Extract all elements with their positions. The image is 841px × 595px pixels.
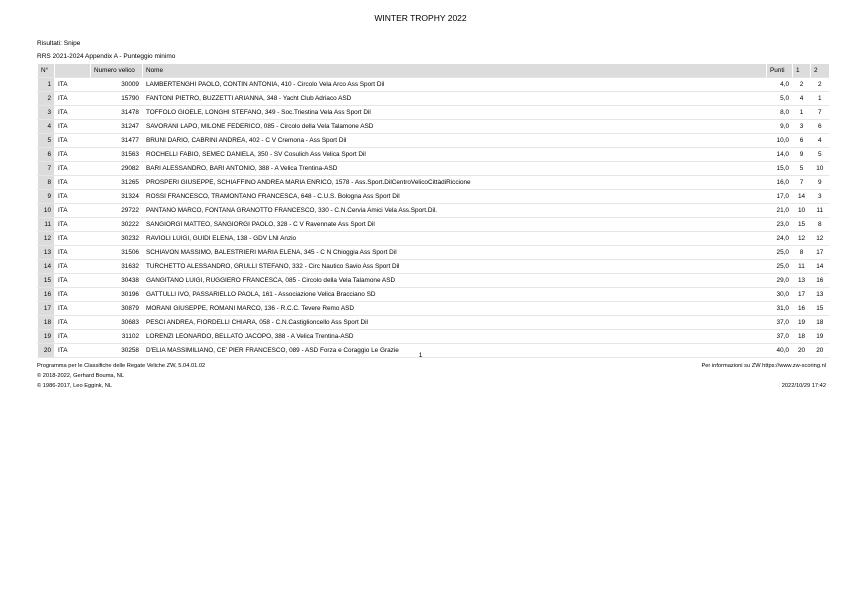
points: 10,0	[767, 134, 793, 148]
race-2-score: 10	[811, 162, 829, 176]
footer-right	[701, 361, 826, 391]
sail-number: 31247	[91, 120, 143, 134]
nation: ITA	[55, 260, 91, 274]
nation: ITA	[55, 106, 91, 120]
nation: ITA	[55, 134, 91, 148]
race-2-score: 19	[811, 330, 829, 344]
header-sail-number: Numero velico	[91, 64, 143, 78]
footer-left	[37, 361, 205, 391]
nation: ITA	[55, 176, 91, 190]
points: 14,0	[767, 148, 793, 162]
race-2-score: 3	[811, 190, 829, 204]
points: 40,0	[767, 344, 793, 358]
competitor-name: LAMBERTENGHI PAOLO, CONTIN ANTONIA, 410 - Circolo Vela Arco Ass Sport Dil	[143, 78, 767, 92]
sail-number: 31506	[91, 246, 143, 260]
sail-number: 31563	[91, 148, 143, 162]
results-table	[37, 64, 829, 358]
scoring-system-label: RRS 2021-2024 Appendix A - Punteggio minimo	[37, 53, 176, 60]
points: 23,0	[767, 218, 793, 232]
race-1-score: 4	[793, 92, 811, 106]
competitor-name: GANGITANO LUIGI, RUGGIERO FRANCESCA, 085 - Circolo della Vela Talamone ASD	[143, 274, 767, 288]
row-number: 20	[38, 344, 55, 358]
row-number: 12	[38, 232, 55, 246]
sail-number: 29082	[91, 162, 143, 176]
table-row	[38, 148, 829, 162]
nation: ITA	[55, 78, 91, 92]
sail-number: 31324	[91, 190, 143, 204]
points: 37,0	[767, 330, 793, 344]
header-no: N°	[38, 64, 55, 78]
race-1-score: 10	[793, 204, 811, 218]
footer-info: Per informazioni su ZW https://www.zw-scoring.nl	[701, 363, 826, 369]
competitor-name: TURCHETTO ALESSANDRO, GRULLI STEFANO, 332 - Circ Nautico Savio Ass Sport Dil	[143, 260, 767, 274]
row-number: 7	[38, 162, 55, 176]
footer-timestamp: 2022/10/29 17:42	[781, 383, 826, 389]
points: 16,0	[767, 176, 793, 190]
race-1-score: 17	[793, 288, 811, 302]
row-number: 3	[38, 106, 55, 120]
race-1-score: 20	[793, 344, 811, 358]
header-race-1: 1	[793, 64, 811, 78]
competitor-name: D'ELIA MASSIMILIANO, CE' PIER FRANCESCO, 089 - ASD Forza e Coraggio Le Grazie	[143, 344, 767, 358]
race-2-score: 1	[811, 92, 829, 106]
nation: ITA	[55, 288, 91, 302]
table-row	[38, 106, 829, 120]
header-nation	[55, 64, 91, 78]
footer-copyright-1: © 2018-2022, Gerhard Bouma, NL	[37, 373, 125, 379]
race-1-score: 2	[793, 78, 811, 92]
row-number: 5	[38, 134, 55, 148]
table-row	[38, 120, 829, 134]
race-1-score: 6	[793, 134, 811, 148]
race-2-score: 14	[811, 260, 829, 274]
points: 4,0	[767, 78, 793, 92]
table-row	[38, 162, 829, 176]
race-2-score: 17	[811, 246, 829, 260]
table-header-row	[38, 64, 829, 78]
sail-number: 31477	[91, 134, 143, 148]
header-points: Punti	[767, 64, 793, 78]
table-row	[38, 274, 829, 288]
table-row	[38, 246, 829, 260]
row-number: 9	[38, 190, 55, 204]
competitor-name: BARI ALESSANDRO, BARI ANTONIO, 388 - A Velica Trentina-ASD	[143, 162, 767, 176]
table-row	[38, 232, 829, 246]
sail-number: 15790	[91, 92, 143, 106]
footer-program: Programma per le Classifiche delle Regate Veliche ZW, 5.04.01.02	[37, 363, 206, 369]
row-number: 19	[38, 330, 55, 344]
race-2-score: 18	[811, 316, 829, 330]
results-label: Risultati: Snipe	[37, 40, 81, 47]
race-2-score: 11	[811, 204, 829, 218]
sail-number: 30438	[91, 274, 143, 288]
race-1-score: 13	[793, 274, 811, 288]
race-1-score: 16	[793, 302, 811, 316]
nation: ITA	[55, 120, 91, 134]
competitor-name: FANTONI PIETRO, BUZZETTI ARIANNA, 348 - Yacht Club Adriaco ASD	[143, 92, 767, 106]
table-row	[38, 190, 829, 204]
results-body	[38, 78, 829, 358]
nation: ITA	[55, 302, 91, 316]
race-1-score: 7	[793, 176, 811, 190]
sail-number: 30683	[91, 316, 143, 330]
sail-number: 29722	[91, 204, 143, 218]
race-2-score: 20	[811, 344, 829, 358]
nation: ITA	[55, 232, 91, 246]
document-title: WINTER TROPHY 2022	[374, 13, 467, 23]
table-row	[38, 330, 829, 344]
points: 5,0	[767, 92, 793, 106]
competitor-name: PESCI ANDREA, FIORDELLI CHIARA, 058 - C.N.Castiglioncello Ass Sport Dil	[143, 316, 767, 330]
table-row	[38, 288, 829, 302]
race-2-score: 8	[811, 218, 829, 232]
race-1-score: 19	[793, 316, 811, 330]
nation: ITA	[55, 148, 91, 162]
nation: ITA	[55, 274, 91, 288]
row-number: 1	[38, 78, 55, 92]
header-race-2: 2	[811, 64, 829, 78]
table-row	[38, 92, 829, 106]
race-2-score: 5	[811, 148, 829, 162]
race-1-score: 9	[793, 148, 811, 162]
table-row	[38, 134, 829, 148]
nation: ITA	[55, 246, 91, 260]
competitor-name: RAVIOLI LUIGI, GUIDI ELENA, 138 - GDV LNI Anzio	[143, 232, 767, 246]
competitor-name: BRUNI DARIO, CABRINI ANDREA, 402 - C V Cremona - Ass Sport Dil	[143, 134, 767, 148]
page-number: 1	[418, 352, 423, 359]
race-2-score: 16	[811, 274, 829, 288]
competitor-name: ROCHELLI FABIO, SEMEC DANIELA, 350 - SV Cosulich Ass Velica Sport Dil	[143, 148, 767, 162]
points: 9,0	[767, 120, 793, 134]
points: 17,0	[767, 190, 793, 204]
points: 24,0	[767, 232, 793, 246]
row-number: 16	[38, 288, 55, 302]
table-row	[38, 302, 829, 316]
sail-number: 30009	[91, 78, 143, 92]
table-row	[38, 78, 829, 92]
competitor-name: LORENZI LEONARDO, BELLATO JACOPO, 388 - A Velica Trentina-ASD	[143, 330, 767, 344]
sail-number: 31632	[91, 260, 143, 274]
row-number: 8	[38, 176, 55, 190]
table-row	[38, 260, 829, 274]
sail-number: 30196	[91, 288, 143, 302]
row-number: 13	[38, 246, 55, 260]
sail-number: 30879	[91, 302, 143, 316]
points: 37,0	[767, 316, 793, 330]
race-2-score: 9	[811, 176, 829, 190]
points: 8,0	[767, 106, 793, 120]
competitor-name: TOFFOLO GIOELE, LONGHI STEFANO, 349 - Soc.Triestina Vela Ass Sport Dil	[143, 106, 767, 120]
sail-number: 31102	[91, 330, 143, 344]
race-2-score: 15	[811, 302, 829, 316]
race-1-score: 12	[793, 232, 811, 246]
table-row	[38, 204, 829, 218]
competitor-name: SANGIORGI MATTEO, SANGIORGI PAOLO, 328 - C V Ravennate Ass Sport Dil	[143, 218, 767, 232]
race-1-score: 3	[793, 120, 811, 134]
nation: ITA	[55, 204, 91, 218]
row-number: 11	[38, 218, 55, 232]
row-number: 14	[38, 260, 55, 274]
competitor-name: GATTULLI IVO, PASSARIELLO PAOLA, 161 - Associazione Velica Bracciano SD	[143, 288, 767, 302]
sail-number: 30222	[91, 218, 143, 232]
race-2-score: 4	[811, 134, 829, 148]
competitor-name: SAVORANI LAPO, MILONE FEDERICO, 085 - Circolo della Vela Talamone ASD	[143, 120, 767, 134]
points: 31,0	[767, 302, 793, 316]
race-1-score: 14	[793, 190, 811, 204]
nation: ITA	[55, 218, 91, 232]
row-number: 6	[38, 148, 55, 162]
row-number: 10	[38, 204, 55, 218]
table-row	[38, 316, 829, 330]
nation: ITA	[55, 92, 91, 106]
competitor-name: SCHIAVON MASSIMO, BALESTRIERI MARIA ELENA, 345 - C N Chioggia Ass Sport Dil	[143, 246, 767, 260]
points: 30,0	[767, 288, 793, 302]
points: 21,0	[767, 204, 793, 218]
header-name: Nome	[143, 64, 767, 78]
competitor-name: MORANI GIUSEPPE, ROMANI MARCO, 136 - R.C.C. Tevere Remo ASD	[143, 302, 767, 316]
competitor-name: PROSPERI GIUSEPPE, SCHIAFFINO ANDREA MARIA ENRICO, 1578 - Ass.Sport.DilCentroVelicoCittàdiRiccione	[143, 176, 767, 190]
row-number: 4	[38, 120, 55, 134]
race-1-score: 5	[793, 162, 811, 176]
nation: ITA	[55, 330, 91, 344]
points: 25,0	[767, 260, 793, 274]
points: 15,0	[767, 162, 793, 176]
row-number: 17	[38, 302, 55, 316]
points: 29,0	[767, 274, 793, 288]
nation: ITA	[55, 316, 91, 330]
race-1-score: 8	[793, 246, 811, 260]
nation: ITA	[55, 344, 91, 358]
footer-copyright-2: © 1986-2017, Leo Eggink, NL	[37, 383, 113, 389]
table-row	[38, 218, 829, 232]
nation: ITA	[55, 190, 91, 204]
race-2-score: 2	[811, 78, 829, 92]
row-number: 15	[38, 274, 55, 288]
points: 25,0	[767, 246, 793, 260]
competitor-name: PANTANO MARCO, FONTANA GRANOTTO FRANCESCO, 330 - C.N.Cervia Amici Vela Ass.Sport.Dil.	[143, 204, 767, 218]
race-2-score: 7	[811, 106, 829, 120]
table-row	[38, 176, 829, 190]
race-2-score: 13	[811, 288, 829, 302]
sail-number: 30258	[91, 344, 143, 358]
competitor-name: ROSSI FRANCESCO, TRAMONTANO FRANCESCA, 648 - C.U.S. Bologna Ass Sport Dil	[143, 190, 767, 204]
race-1-score: 1	[793, 106, 811, 120]
nation: ITA	[55, 162, 91, 176]
row-number: 18	[38, 316, 55, 330]
row-number: 2	[38, 92, 55, 106]
sail-number: 30232	[91, 232, 143, 246]
race-1-score: 15	[793, 218, 811, 232]
race-1-score: 18	[793, 330, 811, 344]
sail-number: 31265	[91, 176, 143, 190]
sail-number: 31478	[91, 106, 143, 120]
race-1-score: 11	[793, 260, 811, 274]
race-2-score: 6	[811, 120, 829, 134]
race-2-score: 12	[811, 232, 829, 246]
